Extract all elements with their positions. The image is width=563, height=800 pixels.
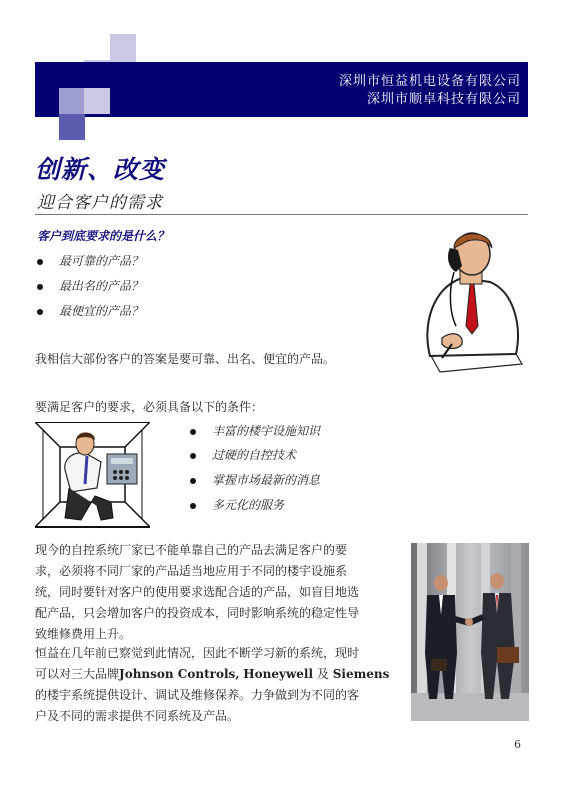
paragraph-line: 恒益在几年前已察觉到此情况，因此不断学习新的系统，现时 bbox=[35, 646, 360, 660]
deco-square bbox=[110, 34, 136, 60]
page-number: 6 bbox=[514, 738, 521, 751]
question-heading: 客户到底要求的是什么？ bbox=[37, 229, 170, 243]
paragraph-line bbox=[35, 664, 405, 685]
list-item: 最出名的产品？ bbox=[37, 277, 143, 294]
man-on-phone-illustration bbox=[412, 226, 528, 374]
technician-at-control-panel-illustration bbox=[35, 422, 150, 528]
paragraph-line: 统，同时要针对客户的使用要求选配合适的产品，如盲目地选 bbox=[35, 585, 360, 599]
list-item: 掌握市场最新的消息 bbox=[190, 471, 320, 488]
divider bbox=[35, 214, 528, 215]
deco-square bbox=[59, 114, 85, 140]
list-item: 丰富的楼宇设施知识 bbox=[190, 422, 320, 439]
company-name-1: 深圳市恒益机电设备有限公司 bbox=[338, 74, 521, 89]
page-subtitle: 迎合客户的需求 bbox=[37, 193, 163, 213]
brand-johnson-controls: Johnson Controls, bbox=[119, 667, 240, 681]
list-item: 最便宜的产品？ bbox=[37, 302, 143, 319]
paragraph-2 bbox=[35, 643, 405, 727]
list-item: 最可靠的产品？ bbox=[37, 252, 143, 269]
businessmen-handshake-photo bbox=[411, 543, 529, 721]
deco-square bbox=[59, 88, 85, 114]
company-name-2: 深圳市顺卓科技有限公司 bbox=[366, 92, 521, 107]
page-title: 创新、改变 bbox=[35, 155, 166, 184]
paragraph-line: 户及不同的需求提供不同系统及产品。 bbox=[35, 709, 240, 723]
paragraph-line: 致维修费用上升。 bbox=[35, 627, 132, 641]
list-item: 过硬的自控技术 bbox=[190, 446, 296, 463]
brand-siemens: Siemens bbox=[332, 667, 390, 681]
paragraph-text: 可以对三大品牌 bbox=[35, 667, 120, 681]
answer-text: 我相信大部份客户的答案是要可靠、出名、便宜的产品。 bbox=[35, 352, 336, 366]
paragraph-line: 求，必须将不同厂家的产品适当地应用于不同的楼宇设施系 bbox=[35, 564, 348, 578]
paragraph-text: 及 bbox=[316, 667, 329, 681]
list-item: 多元化的服务 bbox=[190, 496, 284, 513]
deco-square bbox=[84, 88, 110, 114]
paragraph-line: 配产品，只会增加客户的投资成本，同时影响系统的稳定性导 bbox=[35, 606, 360, 620]
paragraph-line: 现今的自控系统厂家已不能单靠自己的产品去满足客户的要 bbox=[35, 543, 348, 557]
paragraph-line: 的楼宇系统提供设计、调试及维修保养。力争做到为不同的客 bbox=[35, 688, 360, 702]
conditions-intro: 要满足客户的要求，必须具备以下的条件： bbox=[35, 400, 264, 414]
brand-honeywell: Honeywell bbox=[243, 667, 314, 681]
paragraph-1 bbox=[35, 540, 405, 645]
